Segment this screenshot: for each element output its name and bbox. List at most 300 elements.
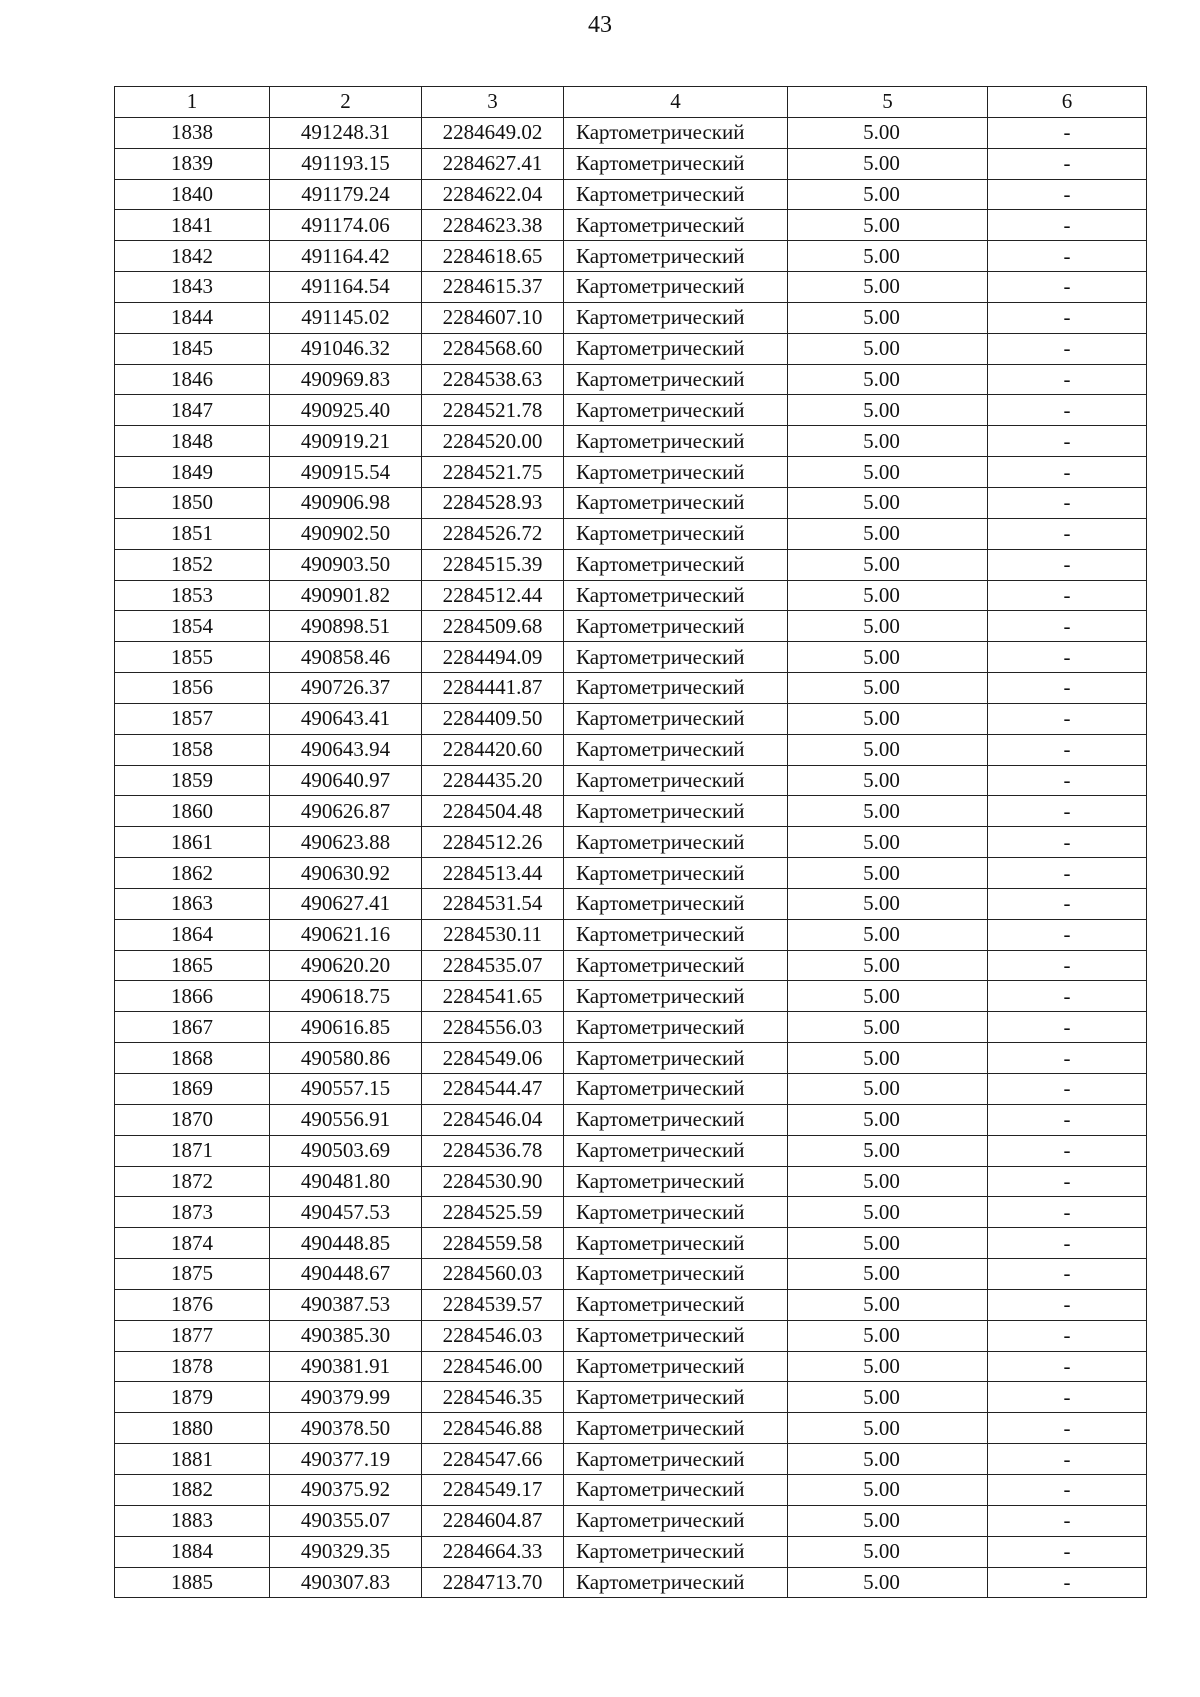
note-cell: - [988, 1320, 1147, 1351]
note-cell: - [988, 426, 1147, 457]
table-row [115, 333, 1147, 364]
method-cell: Картометрический [564, 333, 788, 364]
point-number-cell: 1868 [115, 1043, 270, 1074]
point-number-cell: 1880 [115, 1413, 270, 1444]
point-number-cell: 1882 [115, 1474, 270, 1505]
note-cell: - [988, 1351, 1147, 1382]
point-number-cell: 1849 [115, 457, 270, 488]
method-cell: Картометрический [564, 457, 788, 488]
table-body [115, 117, 1147, 1598]
point-number-cell: 1861 [115, 827, 270, 858]
point-number-cell: 1843 [115, 272, 270, 303]
method-cell: Картометрический [564, 1259, 788, 1290]
x-coordinate-cell: 490377.19 [270, 1444, 422, 1475]
point-number-cell: 1848 [115, 426, 270, 457]
column-header-4: 4 [564, 87, 788, 118]
y-coordinate-cell: 2284535.07 [422, 950, 564, 981]
note-cell: - [988, 734, 1147, 765]
point-number-cell: 1877 [115, 1320, 270, 1351]
method-cell: Картометрический [564, 580, 788, 611]
x-coordinate-cell: 490385.30 [270, 1320, 422, 1351]
method-cell: Картометрический [564, 734, 788, 765]
accuracy-cell: 5.00 [788, 1135, 988, 1166]
x-coordinate-cell: 490621.16 [270, 919, 422, 950]
method-cell: Картометрический [564, 1567, 788, 1598]
point-number-cell: 1866 [115, 981, 270, 1012]
accuracy-cell: 5.00 [788, 272, 988, 303]
note-cell: - [988, 1444, 1147, 1475]
table-row [115, 117, 1147, 148]
method-cell: Картометрический [564, 1320, 788, 1351]
method-cell: Картометрический [564, 1104, 788, 1135]
table-row [115, 1413, 1147, 1444]
note-cell: - [988, 241, 1147, 272]
point-number-cell: 1875 [115, 1259, 270, 1290]
method-cell: Картометрический [564, 673, 788, 704]
y-coordinate-cell: 2284504.48 [422, 796, 564, 827]
point-number-cell: 1855 [115, 642, 270, 673]
x-coordinate-cell: 490481.80 [270, 1166, 422, 1197]
accuracy-cell: 5.00 [788, 1074, 988, 1105]
method-cell: Картометрический [564, 241, 788, 272]
method-cell: Картометрический [564, 1074, 788, 1105]
x-coordinate-cell: 491164.54 [270, 272, 422, 303]
x-coordinate-cell: 490618.75 [270, 981, 422, 1012]
table-row [115, 703, 1147, 734]
method-cell: Картометрический [564, 827, 788, 858]
y-coordinate-cell: 2284546.03 [422, 1320, 564, 1351]
x-coordinate-cell: 490643.41 [270, 703, 422, 734]
method-cell: Картометрический [564, 302, 788, 333]
method-cell: Картометрический [564, 1505, 788, 1536]
accuracy-cell: 5.00 [788, 580, 988, 611]
note-cell: - [988, 333, 1147, 364]
accuracy-cell: 5.00 [788, 1567, 988, 1598]
accuracy-cell: 5.00 [788, 858, 988, 889]
y-coordinate-cell: 2284622.04 [422, 179, 564, 210]
note-cell: - [988, 580, 1147, 611]
table-row [115, 919, 1147, 950]
note-cell: - [988, 487, 1147, 518]
y-coordinate-cell: 2284559.58 [422, 1228, 564, 1259]
point-number-cell: 1878 [115, 1351, 270, 1382]
table-row [115, 1104, 1147, 1135]
x-coordinate-cell: 490448.85 [270, 1228, 422, 1259]
method-cell: Картометрический [564, 1289, 788, 1320]
x-coordinate-cell: 490448.67 [270, 1259, 422, 1290]
accuracy-cell: 5.00 [788, 1536, 988, 1567]
accuracy-cell: 5.00 [788, 703, 988, 734]
table-row [115, 302, 1147, 333]
note-cell: - [988, 1074, 1147, 1105]
table-row [115, 642, 1147, 673]
x-coordinate-cell: 490901.82 [270, 580, 422, 611]
note-cell: - [988, 642, 1147, 673]
page-number: 43 [588, 12, 612, 38]
accuracy-cell: 5.00 [788, 241, 988, 272]
x-coordinate-cell: 490457.53 [270, 1197, 422, 1228]
accuracy-cell: 5.00 [788, 1289, 988, 1320]
column-header-5: 5 [788, 87, 988, 118]
y-coordinate-cell: 2284546.88 [422, 1413, 564, 1444]
point-number-cell: 1856 [115, 673, 270, 704]
point-number-cell: 1874 [115, 1228, 270, 1259]
point-number-cell: 1839 [115, 148, 270, 179]
point-number-cell: 1879 [115, 1382, 270, 1413]
y-coordinate-cell: 2284531.54 [422, 888, 564, 919]
note-cell: - [988, 703, 1147, 734]
x-coordinate-cell: 490925.40 [270, 395, 422, 426]
accuracy-cell: 5.00 [788, 765, 988, 796]
accuracy-cell: 5.00 [788, 1012, 988, 1043]
method-cell: Картометрический [564, 858, 788, 889]
y-coordinate-cell: 2284512.26 [422, 827, 564, 858]
accuracy-cell: 5.00 [788, 179, 988, 210]
note-cell: - [988, 950, 1147, 981]
method-cell: Картометрический [564, 148, 788, 179]
y-coordinate-cell: 2284664.33 [422, 1536, 564, 1567]
x-coordinate-cell: 490630.92 [270, 858, 422, 889]
x-coordinate-cell: 490387.53 [270, 1289, 422, 1320]
table-row [115, 1135, 1147, 1166]
table-row [115, 611, 1147, 642]
y-coordinate-cell: 2284627.41 [422, 148, 564, 179]
x-coordinate-cell: 490620.20 [270, 950, 422, 981]
point-number-cell: 1844 [115, 302, 270, 333]
table-row [115, 888, 1147, 919]
accuracy-cell: 5.00 [788, 148, 988, 179]
table-row [115, 1043, 1147, 1074]
method-cell: Картометрический [564, 1197, 788, 1228]
table-row [115, 950, 1147, 981]
x-coordinate-cell: 491193.15 [270, 148, 422, 179]
y-coordinate-cell: 2284649.02 [422, 117, 564, 148]
method-cell: Картометрический [564, 796, 788, 827]
y-coordinate-cell: 2284441.87 [422, 673, 564, 704]
method-cell: Картометрический [564, 518, 788, 549]
note-cell: - [988, 858, 1147, 889]
y-coordinate-cell: 2284521.75 [422, 457, 564, 488]
point-number-cell: 1838 [115, 117, 270, 148]
y-coordinate-cell: 2284556.03 [422, 1012, 564, 1043]
table-row [115, 549, 1147, 580]
table-row [115, 1228, 1147, 1259]
accuracy-cell: 5.00 [788, 457, 988, 488]
table-row [115, 1567, 1147, 1598]
method-cell: Картометрический [564, 426, 788, 457]
accuracy-cell: 5.00 [788, 364, 988, 395]
x-coordinate-cell: 490902.50 [270, 518, 422, 549]
table-row [115, 1012, 1147, 1043]
x-coordinate-cell: 490379.99 [270, 1382, 422, 1413]
method-cell: Картометрический [564, 1228, 788, 1259]
y-coordinate-cell: 2284546.00 [422, 1351, 564, 1382]
table-row [115, 765, 1147, 796]
point-number-cell: 1847 [115, 395, 270, 426]
accuracy-cell: 5.00 [788, 888, 988, 919]
method-cell: Картометрический [564, 765, 788, 796]
accuracy-cell: 5.00 [788, 1474, 988, 1505]
y-coordinate-cell: 2284546.04 [422, 1104, 564, 1135]
method-cell: Картометрический [564, 549, 788, 580]
method-cell: Картометрический [564, 703, 788, 734]
y-coordinate-cell: 2284607.10 [422, 302, 564, 333]
y-coordinate-cell: 2284544.47 [422, 1074, 564, 1105]
note-cell: - [988, 302, 1147, 333]
coordinates-table [114, 86, 1147, 1598]
note-cell: - [988, 1382, 1147, 1413]
y-coordinate-cell: 2284560.03 [422, 1259, 564, 1290]
y-coordinate-cell: 2284526.72 [422, 518, 564, 549]
accuracy-cell: 5.00 [788, 487, 988, 518]
x-coordinate-cell: 490378.50 [270, 1413, 422, 1444]
x-coordinate-cell: 491046.32 [270, 333, 422, 364]
method-cell: Картометрический [564, 179, 788, 210]
y-coordinate-cell: 2284546.35 [422, 1382, 564, 1413]
y-coordinate-cell: 2284539.57 [422, 1289, 564, 1320]
method-cell: Картометрический [564, 1382, 788, 1413]
note-cell: - [988, 981, 1147, 1012]
method-cell: Картометрический [564, 1351, 788, 1382]
note-cell: - [988, 1567, 1147, 1598]
method-cell: Картометрический [564, 395, 788, 426]
y-coordinate-cell: 2284512.44 [422, 580, 564, 611]
point-number-cell: 1854 [115, 611, 270, 642]
table-row [115, 179, 1147, 210]
point-number-cell: 1864 [115, 919, 270, 950]
note-cell: - [988, 1135, 1147, 1166]
point-number-cell: 1841 [115, 210, 270, 241]
method-cell: Картометрический [564, 1444, 788, 1475]
note-cell: - [988, 1259, 1147, 1290]
table-row [115, 272, 1147, 303]
y-coordinate-cell: 2284528.93 [422, 487, 564, 518]
point-number-cell: 1872 [115, 1166, 270, 1197]
column-header-1: 1 [115, 87, 270, 118]
method-cell: Картометрический [564, 272, 788, 303]
x-coordinate-cell: 490898.51 [270, 611, 422, 642]
note-cell: - [988, 1289, 1147, 1320]
x-coordinate-cell: 490627.41 [270, 888, 422, 919]
y-coordinate-cell: 2284435.20 [422, 765, 564, 796]
table-row [115, 487, 1147, 518]
note-cell: - [988, 272, 1147, 303]
table-row [115, 148, 1147, 179]
y-coordinate-cell: 2284536.78 [422, 1135, 564, 1166]
accuracy-cell: 5.00 [788, 1043, 988, 1074]
note-cell: - [988, 364, 1147, 395]
point-number-cell: 1857 [115, 703, 270, 734]
accuracy-cell: 5.00 [788, 1320, 988, 1351]
table-row [115, 1536, 1147, 1567]
y-coordinate-cell: 2284618.65 [422, 241, 564, 272]
table-row [115, 580, 1147, 611]
note-cell: - [988, 179, 1147, 210]
y-coordinate-cell: 2284604.87 [422, 1505, 564, 1536]
note-cell: - [988, 1474, 1147, 1505]
point-number-cell: 1876 [115, 1289, 270, 1320]
y-coordinate-cell: 2284420.60 [422, 734, 564, 765]
accuracy-cell: 5.00 [788, 827, 988, 858]
x-coordinate-cell: 490623.88 [270, 827, 422, 858]
y-coordinate-cell: 2284513.44 [422, 858, 564, 889]
accuracy-cell: 5.00 [788, 950, 988, 981]
accuracy-cell: 5.00 [788, 302, 988, 333]
note-cell: - [988, 796, 1147, 827]
note-cell: - [988, 827, 1147, 858]
note-cell: - [988, 673, 1147, 704]
x-coordinate-cell: 491179.24 [270, 179, 422, 210]
y-coordinate-cell: 2284521.78 [422, 395, 564, 426]
point-number-cell: 1865 [115, 950, 270, 981]
table-row [115, 1505, 1147, 1536]
table-row [115, 734, 1147, 765]
accuracy-cell: 5.00 [788, 1505, 988, 1536]
column-header-3: 3 [422, 87, 564, 118]
x-coordinate-cell: 490903.50 [270, 549, 422, 580]
table-row [115, 827, 1147, 858]
x-coordinate-cell: 490969.83 [270, 364, 422, 395]
method-cell: Картометрический [564, 919, 788, 950]
point-number-cell: 1851 [115, 518, 270, 549]
table-row [115, 1320, 1147, 1351]
method-cell: Картометрический [564, 611, 788, 642]
method-cell: Картометрический [564, 950, 788, 981]
y-coordinate-cell: 2284520.00 [422, 426, 564, 457]
note-cell: - [988, 1505, 1147, 1536]
note-cell: - [988, 1166, 1147, 1197]
accuracy-cell: 5.00 [788, 673, 988, 704]
y-coordinate-cell: 2284568.60 [422, 333, 564, 364]
note-cell: - [988, 888, 1147, 919]
accuracy-cell: 5.00 [788, 796, 988, 827]
note-cell: - [988, 1012, 1147, 1043]
point-number-cell: 1871 [115, 1135, 270, 1166]
point-number-cell: 1867 [115, 1012, 270, 1043]
point-number-cell: 1846 [115, 364, 270, 395]
accuracy-cell: 5.00 [788, 611, 988, 642]
y-coordinate-cell: 2284509.68 [422, 611, 564, 642]
point-number-cell: 1873 [115, 1197, 270, 1228]
table-row [115, 457, 1147, 488]
x-coordinate-cell: 490503.69 [270, 1135, 422, 1166]
accuracy-cell: 5.00 [788, 1228, 988, 1259]
method-cell: Картометрический [564, 210, 788, 241]
accuracy-cell: 5.00 [788, 1259, 988, 1290]
x-coordinate-cell: 491248.31 [270, 117, 422, 148]
note-cell: - [988, 611, 1147, 642]
accuracy-cell: 5.00 [788, 117, 988, 148]
table-row [115, 673, 1147, 704]
point-number-cell: 1853 [115, 580, 270, 611]
table-row [115, 210, 1147, 241]
y-coordinate-cell: 2284515.39 [422, 549, 564, 580]
y-coordinate-cell: 2284409.50 [422, 703, 564, 734]
x-coordinate-cell: 490640.97 [270, 765, 422, 796]
x-coordinate-cell: 491145.02 [270, 302, 422, 333]
table-row [115, 518, 1147, 549]
y-coordinate-cell: 2284623.38 [422, 210, 564, 241]
accuracy-cell: 5.00 [788, 1382, 988, 1413]
x-coordinate-cell: 490381.91 [270, 1351, 422, 1382]
x-coordinate-cell: 491164.42 [270, 241, 422, 272]
point-number-cell: 1845 [115, 333, 270, 364]
accuracy-cell: 5.00 [788, 333, 988, 364]
table-row [115, 1259, 1147, 1290]
point-number-cell: 1852 [115, 549, 270, 580]
accuracy-cell: 5.00 [788, 919, 988, 950]
accuracy-cell: 5.00 [788, 549, 988, 580]
table-row [115, 1444, 1147, 1475]
point-number-cell: 1869 [115, 1074, 270, 1105]
table-row [115, 364, 1147, 395]
table-row [115, 1197, 1147, 1228]
x-coordinate-cell: 490307.83 [270, 1567, 422, 1598]
point-number-cell: 1863 [115, 888, 270, 919]
column-header-6: 6 [988, 87, 1147, 118]
x-coordinate-cell: 490375.92 [270, 1474, 422, 1505]
x-coordinate-cell: 490906.98 [270, 487, 422, 518]
accuracy-cell: 5.00 [788, 1413, 988, 1444]
x-coordinate-cell: 490643.94 [270, 734, 422, 765]
x-coordinate-cell: 490915.54 [270, 457, 422, 488]
note-cell: - [988, 1043, 1147, 1074]
table-row [115, 981, 1147, 1012]
method-cell: Картометрический [564, 1135, 788, 1166]
method-cell: Картометрический [564, 487, 788, 518]
accuracy-cell: 5.00 [788, 1166, 988, 1197]
x-coordinate-cell: 490616.85 [270, 1012, 422, 1043]
point-number-cell: 1859 [115, 765, 270, 796]
y-coordinate-cell: 2284549.06 [422, 1043, 564, 1074]
point-number-cell: 1870 [115, 1104, 270, 1135]
y-coordinate-cell: 2284494.09 [422, 642, 564, 673]
table-row [115, 395, 1147, 426]
y-coordinate-cell: 2284541.65 [422, 981, 564, 1012]
method-cell: Картометрический [564, 1166, 788, 1197]
method-cell: Картометрический [564, 888, 788, 919]
method-cell: Картометрический [564, 1536, 788, 1567]
accuracy-cell: 5.00 [788, 1197, 988, 1228]
method-cell: Картометрический [564, 1474, 788, 1505]
table-row [115, 241, 1147, 272]
table-row [115, 1351, 1147, 1382]
accuracy-cell: 5.00 [788, 1351, 988, 1382]
y-coordinate-cell: 2284530.11 [422, 919, 564, 950]
table-row [115, 1474, 1147, 1505]
method-cell: Картометрический [564, 981, 788, 1012]
accuracy-cell: 5.00 [788, 642, 988, 673]
note-cell: - [988, 1197, 1147, 1228]
x-coordinate-cell: 490726.37 [270, 673, 422, 704]
method-cell: Картометрический [564, 642, 788, 673]
accuracy-cell: 5.00 [788, 734, 988, 765]
point-number-cell: 1860 [115, 796, 270, 827]
x-coordinate-cell: 490329.35 [270, 1536, 422, 1567]
table-row [115, 858, 1147, 889]
x-coordinate-cell: 490580.86 [270, 1043, 422, 1074]
method-cell: Картометрический [564, 1043, 788, 1074]
point-number-cell: 1862 [115, 858, 270, 889]
accuracy-cell: 5.00 [788, 981, 988, 1012]
x-coordinate-cell: 490556.91 [270, 1104, 422, 1135]
note-cell: - [988, 1536, 1147, 1567]
note-cell: - [988, 549, 1147, 580]
x-coordinate-cell: 490858.46 [270, 642, 422, 673]
table-row [115, 426, 1147, 457]
accuracy-cell: 5.00 [788, 210, 988, 241]
x-coordinate-cell: 490626.87 [270, 796, 422, 827]
